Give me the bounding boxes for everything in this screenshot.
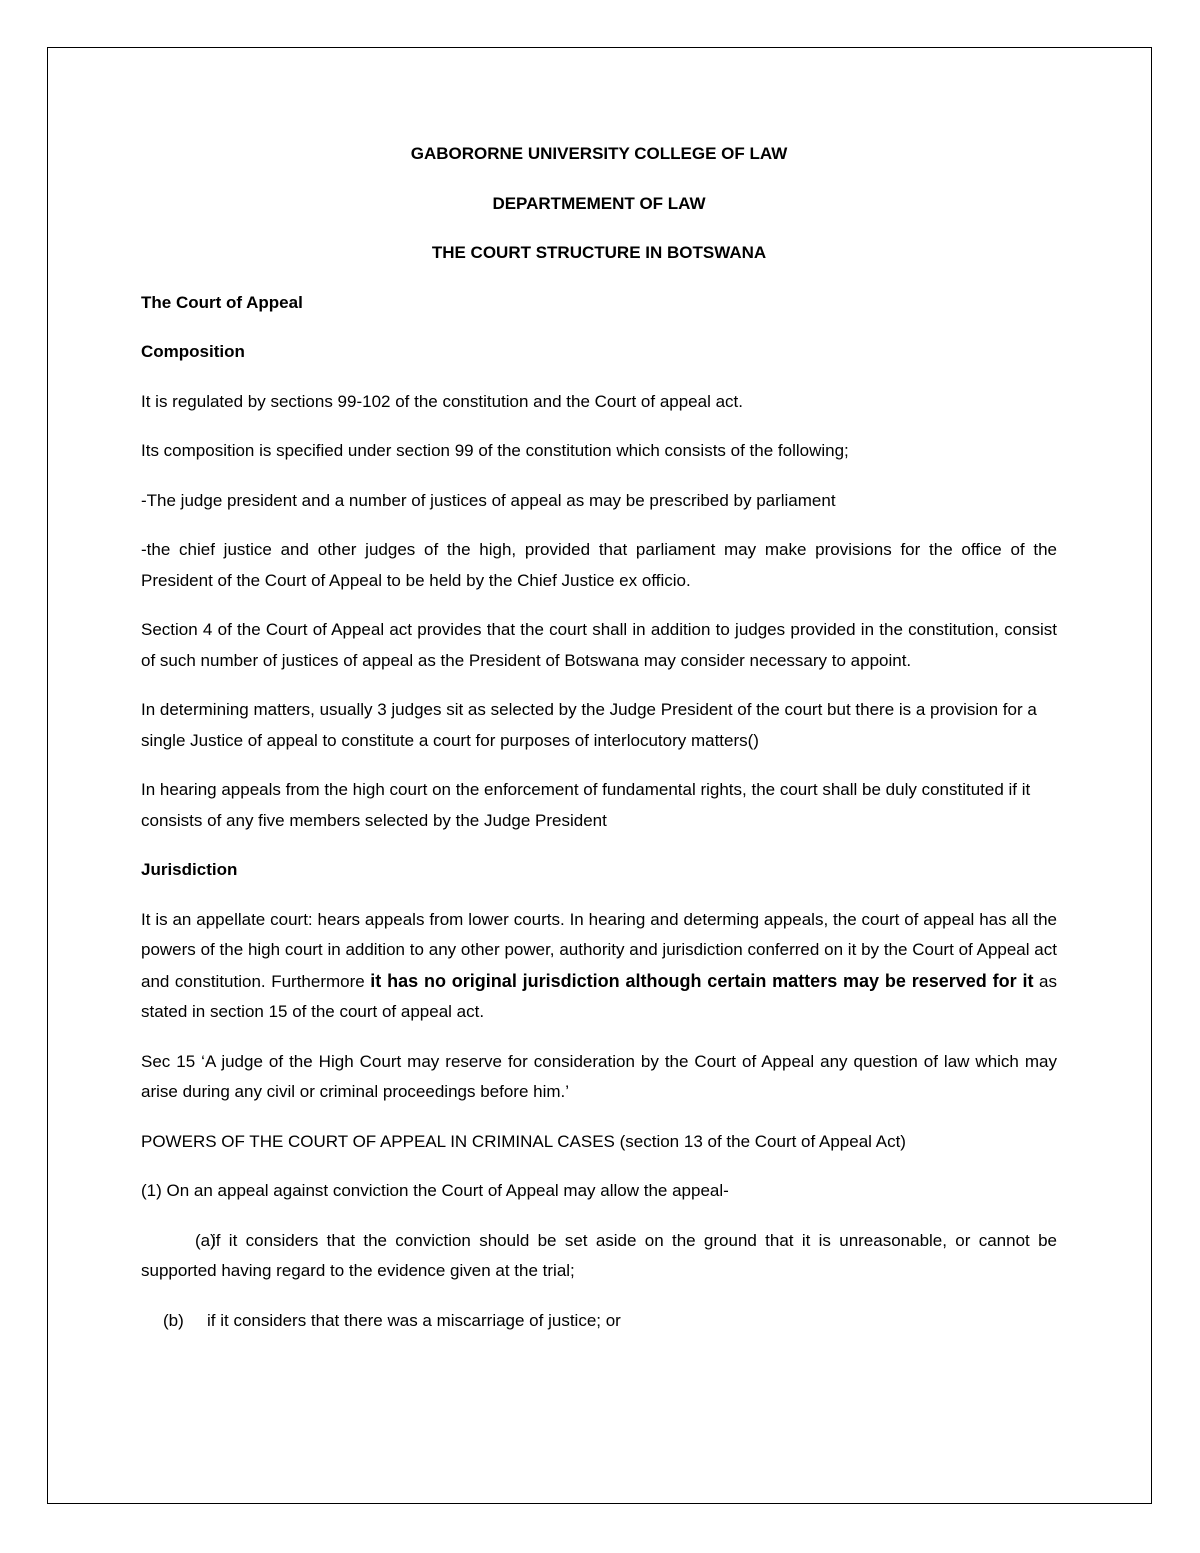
jurisdiction-text-end: as stated in section 15 of the court of appeal act. <box>141 971 1057 1021</box>
item-b-label: (b) <box>163 1310 184 1330</box>
jurisdiction-text-start: It is an appellate court: hears appeals from lower courts. In hearing and determing appeals, the court of appeal has all the powers of the high court in addition to any other power, authority and jurisdiction conferred on it by the Court of Appeal act and constitution. Furthermore <box>141 909 1057 991</box>
composition-paragraph-5: Section 4 of the Court of Appeal act provides that the court shall in addition to judges provided in the constitution, consist of such number of justices of appeal as the President of Botswana may consider necessary to appoint. <box>141 620 1057 670</box>
department-title: DEPARTMEMENT OF LAW <box>492 193 706 213</box>
powers-heading: POWERS OF THE COURT OF APPEAL IN CRIMINAL CASES (section 13 of the Court of Appeal Act) <box>141 1131 906 1151</box>
jurisdiction-heading: Jurisdiction <box>141 860 238 879</box>
item-a-label: (a) <box>195 1230 216 1250</box>
powers-item-a <box>141 1226 1057 1287</box>
composition-paragraph-1: It is regulated by sections 99-102 of the constitution and the Court of appeal act. <box>141 391 743 411</box>
jurisdiction-bold-statement: it has no original jurisdiction although certain matters may be reserved for it <box>370 970 1034 991</box>
composition-paragraph-3: -The judge president and a number of justices of appeal as may be prescribed by parliament <box>141 490 836 510</box>
powers-subsection-1: (1) On an appeal against conviction the Court of Appeal may allow the appeal- <box>141 1181 729 1200</box>
composition-paragraph-7: In hearing appeals from the high court on the enforcement of fundamental rights, the court shall be duly constituted if it consists of any five members selected by the Judge President <box>141 780 1031 830</box>
composition-heading: Composition <box>141 342 245 361</box>
item-b-text: if it considers that there was a miscarriage of justice; or <box>207 1310 621 1330</box>
jurisdiction-paragraph-2: Sec 15 ‘A judge of the High Court may reserve for consideration by the Court of Appeal any question of law which may arise during any civil or criminal proceedings before him.’ <box>141 1051 1057 1101</box>
composition-paragraph-6: In determining matters, usually 3 judges sit as selected by the Judge President of the court but there is a provision for a single Justice of appeal to constitute a court for purposes of interlocutory matters() <box>141 700 1037 750</box>
jurisdiction-paragraph-1 <box>141 905 1057 1028</box>
item-a-text: if it considers that the conviction should be set aside on the ground that it is unreasonable, or cannot be supported having regard to the evidence given at the trial; <box>141 1230 1057 1280</box>
composition-paragraph-2: Its composition is specified under section 99 of the constitution which consists of the following; <box>141 441 849 460</box>
powers-item-b <box>141 1306 1057 1337</box>
institution-title: GABORORNE UNIVERSITY COLLEGE OF LAW <box>410 144 788 163</box>
composition-paragraph-4: -the chief justice and other judges of the high, provided that parliament may make provisions for the office of the President of the Court of Appeal to be held by the Chief Justice ex officio. <box>141 540 1057 590</box>
section-title: The Court of Appeal <box>141 292 303 312</box>
document-title: THE COURT STRUCTURE IN BOTSWANA <box>431 243 767 262</box>
document-body <box>141 139 1057 1355</box>
